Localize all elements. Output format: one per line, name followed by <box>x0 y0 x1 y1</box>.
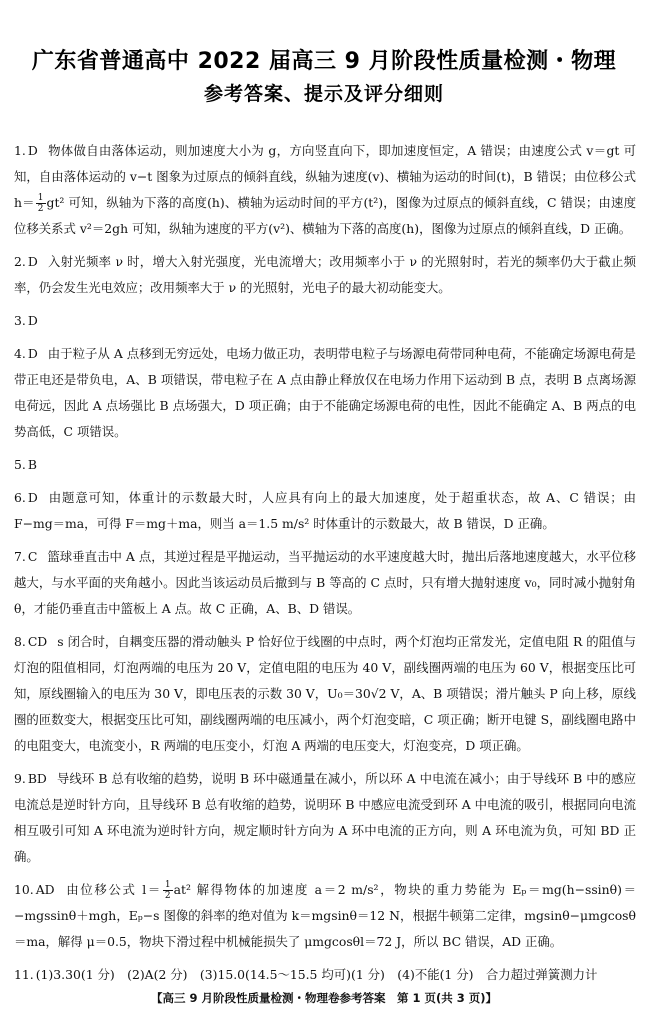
answer-choice: D <box>27 313 38 328</box>
answer-choice: C <box>27 549 38 564</box>
answer-item-10: 10. AD 由位移公式 l＝ $\frac{1}{2}$ at² 解得物体的加速度 a＝2 m/s²，物块的重力势能为 Eₚ＝mg(h−ssinθ)＝−mgssinθ＋mgh，Eₚ−s 图像的斜率的绝对值为 k＝mgsinθ＝12 N，根据牛顿第二定律，mgsinθ−μmgcosθ＝ma，解得 μ＝0.5，物块下滑过程中机械能损失了 μmgcosθl＝72 J，所以 BC 错误，AD 正确。 <box>14 880 636 949</box>
answer-item-1: 1. D 物体做自由落体运动，则加速度大小为 g，方向竖直向下，即加速度恒定，A 错误；由速度公式 v＝gt 可知，自由落体运动的 v−t 图象为过原点的倾斜直线，纵轴为速度(v)、横轴为运动的时间(t)，B 错误；由位移公式 h＝ $\frac{1}{2}$ gt² 可知，纵轴为下落的高度(h)、横轴为运动时间的平方(t²)，图像为过原点的倾斜直线，C 错误；由速度位移关系式 v²＝2gh 可知，纵轴为速度的平方(v²)、横轴为下落的高度(h)，图像为过原点的倾斜直线，D 正确。 <box>14 143 636 236</box>
answer-choice: BD <box>27 771 47 786</box>
answer-explanation: 入射光频率 ν 时，增大入射光强度，光电流增大；改用频率小于 ν 的光照射时，若光的频率仍大于截止频率，仍会发生光电效应；改用频率大于 ν 的光照射，光电子的最大初动能变大。 <box>14 254 636 295</box>
answer-choice: B <box>27 457 37 472</box>
answer-explanation: s 闭合时，自耦变压器的滑动触头 P 恰好位于线圈的中点时，两个灯泡均正常发光，定值电阻 R 的阻值与灯泡的阻值相同，灯泡两端的电压为 20 V，定值电阻的电压为 40 V，副线圈两端的电压为 60 V，根据变压比可知，原线圈输入的电压为 30 V，即电压表的示数 30 V，U₀＝30√2 V，A、B 项错误；滑片触头 P 向上移，原线圈的匝数变大，根据变压比可知，副线圈两端的电压减小，两个灯泡变暗，C 项正确；断开电键 S，副线圈电路中的电阻变大，电流变小，R 两端的电压变小，灯泡 A 两端的电压变大，灯泡变亮，D 项正确。 <box>14 634 636 753</box>
answer-item-2: 2. D 入射光频率 ν 时，增大入射光强度，光电流增大；改用频率小于 ν 的光照射时，若光的频率仍大于截止频率，仍会发生光电效应；改用频率大于 ν 的光照射，光电子的最大初动能变大。 <box>14 254 636 295</box>
answer-item-8: 8. CD s 闭合时，自耦变压器的滑动触头 P 恰好位于线圈的中点时，两个灯泡均正常发光，定值电阻 R 的阻值与灯泡的阻值相同，灯泡两端的电压为 20 V，定值电阻的电压为 40 V，副线圈两端的电压为 60 V，根据变压比可知，原线圈输入的电压为 30 V，即电压表的示数 30 V，U₀＝30√2 V，A、B 项错误；滑片触头 P 向上移，原线圈的匝数变大，根据变压比可知，副线圈两端的电压减小，两个灯泡变暗，C 项正确；断开电键 S，副线圈电路中的电阻变大，电流变小，R 两端的电压变小，灯泡 A 两端的电压变大，灯泡变亮，D 项正确。 <box>14 634 636 753</box>
fraction: $\frac{1}{2}$ <box>37 193 44 214</box>
answer-choice: D <box>27 143 38 158</box>
answer-choice: CD <box>27 634 48 649</box>
answer-explanation: 由位移公式 l＝ <box>64 882 162 897</box>
page-footer: 【高三 9 月阶段性质量检测・物理卷参考答案 第 1 页(共 3 页)】 <box>150 991 498 1005</box>
answer-choice: D <box>27 490 38 505</box>
answer-explanation-cont: gt² 可知，纵轴为下落的高度(h)、横轴为运动时间的平方(t²)，图像为过原点的倾斜直线，C 错误；由速度位移关系式 v²＝2gh 可知，纵轴为速度的平方(v²)、横轴为下落的高度(h)，图像为过原点的倾斜直线，D 正确。 <box>14 195 636 236</box>
answer-choice: AD <box>35 882 55 897</box>
answers-body <box>14 138 636 995</box>
answer-item-3: 3. D <box>14 313 38 328</box>
answer-item-5: 5. B <box>14 457 37 472</box>
answer-choice: D <box>27 346 38 361</box>
answer-item-4: 4. D 由于粒子从 A 点移到无穷远处，电场力做正功，表明带电粒子与场源电荷带同种电荷，不能确定场源电荷是带正电还是带负电，A、B 项错误，带电粒子在 A 点由静止释放仅在电场力作用下运动到 B 点，表明 B 点离场源电荷远，因此 A 点场强比 B 点场强大，D 项正确；由于不能确定场源电荷的电性，因此不能确定 A、B 两点的电势高低，C 项错误。 <box>14 346 636 439</box>
answer-item-6: 6. D 由题意可知，体重计的示数最大时，人应具有向上的最大加速度，处于超重状态，故 A、C 错误；由 F−mg＝ma，可得 F＝mg＋ma，则当 a＝1.5 m/s² 时体重计的示数最大，故 B 错误，D 正确。 <box>14 490 636 531</box>
answer-item-11: 11. (1)3.30(1 分) (2)A(2 分) (3)15.0(14.5～15.5 均可)(1 分) (4)不能(1 分) 合力超过弹簧测力计 <box>14 967 598 982</box>
answer-explanation: 导线环 B 总有收缩的趋势，说明 B 环中磁通量在减小，所以环 A 中电流在减小；由于导线环 B 中的感应电流总是逆时针方向，且导线环 B 总有收缩的趋势，说明环 B 中感应电流受到环 A 中电流的吸引，根据同向电流相互吸引可知 A 环电流为逆时针方向，规定顺时针方向为 A 环中电流的正方向，则 A 环电流为负，可知 BD 正确。 <box>14 771 636 864</box>
page-title: 广东省普通高中 2022 届高三 9 月阶段性质量检测・物理 <box>31 49 617 74</box>
answer-item-9: 9. BD 导线环 B 总有收缩的趋势，说明 B 环中磁通量在减小，所以环 A 中电流在减小；由于导线环 B 中的感应电流总是逆时针方向，且导线环 B 总有收缩的趋势，说明环 B 中感应电流受到环 A 中电流的吸引，根据同向电流相互吸引可知 A 环电流为逆时针方向，规定顺时针方向为 A 环中电流的正方向，则 A 环电流为负，可知 BD 正确。 <box>14 771 636 864</box>
answer-explanation: 物体做自由落体运动，则加速度大小为 g，方向竖直向下，即加速度恒定，A 错误；由速度公式 v＝gt 可知，自由落体运动的 v−t 图象为过原点的倾斜直线，纵轴为速度(v)、横轴为运动的时间(t)，B 错误；由位移公式 h＝ <box>14 143 636 210</box>
fraction: $\frac{1}{2}$ <box>164 880 171 901</box>
answer-explanation: (1)3.30(1 分) (2)A(2 分) (3)15.0(14.5～15.5 均可)(1 分) (4)不能(1 分) 合力超过弹簧测力计 <box>35 967 598 982</box>
answer-choice: D <box>27 254 38 269</box>
answer-item-7: 7. C 篮球垂直击中 A 点，其逆过程是平抛运动，当平抛运动的水平速度越大时，抛出后落地速度越大，水平位移越大，与水平面的夹角越小。因此当该运动员后撤到与 B 等高的 C 点时，只有增大抛射速度 v₀，同时减小抛射角 θ，才能仍垂直击中篮板上 A 点。故 C 正确，A、B、D 错误。 <box>14 549 636 616</box>
answer-explanation: 由题意可知，体重计的示数最大时，人应具有向上的最大加速度，处于超重状态，故 A、C 错误；由 F−mg＝ma，可得 F＝mg＋ma，则当 a＝1.5 m/s² 时体重计的示数最大，故 B 错误，D 正确。 <box>14 490 636 531</box>
answer-explanation: 篮球垂直击中 A 点，其逆过程是平抛运动，当平抛运动的水平速度越大时，抛出后落地速度越大，水平位移越大，与水平面的夹角越小。因此当该运动员后撤到与 B 等高的 C 点时，只有增大抛射速度 v₀，同时减小抛射角 θ，才能仍垂直击中篮板上 A 点。故 C 正确，A、B、D 错误。 <box>14 549 636 616</box>
answer-explanation-cont: at² 解得物体的加速度 a＝2 m/s²，物块的重力势能为 Eₚ＝mg(h−ssinθ)＝−mgssinθ＋mgh，Eₚ−s 图像的斜率的绝对值为 k＝mgsinθ＝12 N，根据牛顿第二定律，mgsinθ−μmgcosθ＝ma，解得 μ＝0.5，物块下滑过程中机械能损失了 μmgcosθl＝72 J，所以 BC 错误，AD 正确。 <box>14 882 636 949</box>
answer-explanation: 由于粒子从 A 点移到无穷远处，电场力做正功，表明带电粒子与场源电荷带同种电荷，不能确定场源电荷是带正电还是带负电，A、B 项错误，带电粒子在 A 点由静止释放仅在电场力作用下运动到 B 点，表明 B 点离场源电荷远，因此 A 点场强比 B 点场强大，D 项正确；由于不能确定场源电荷的电性，因此不能确定 A、B 两点的电势高低，C 项错误。 <box>14 346 636 439</box>
page-subtitle: 参考答案、提示及评分细则 <box>203 83 444 105</box>
